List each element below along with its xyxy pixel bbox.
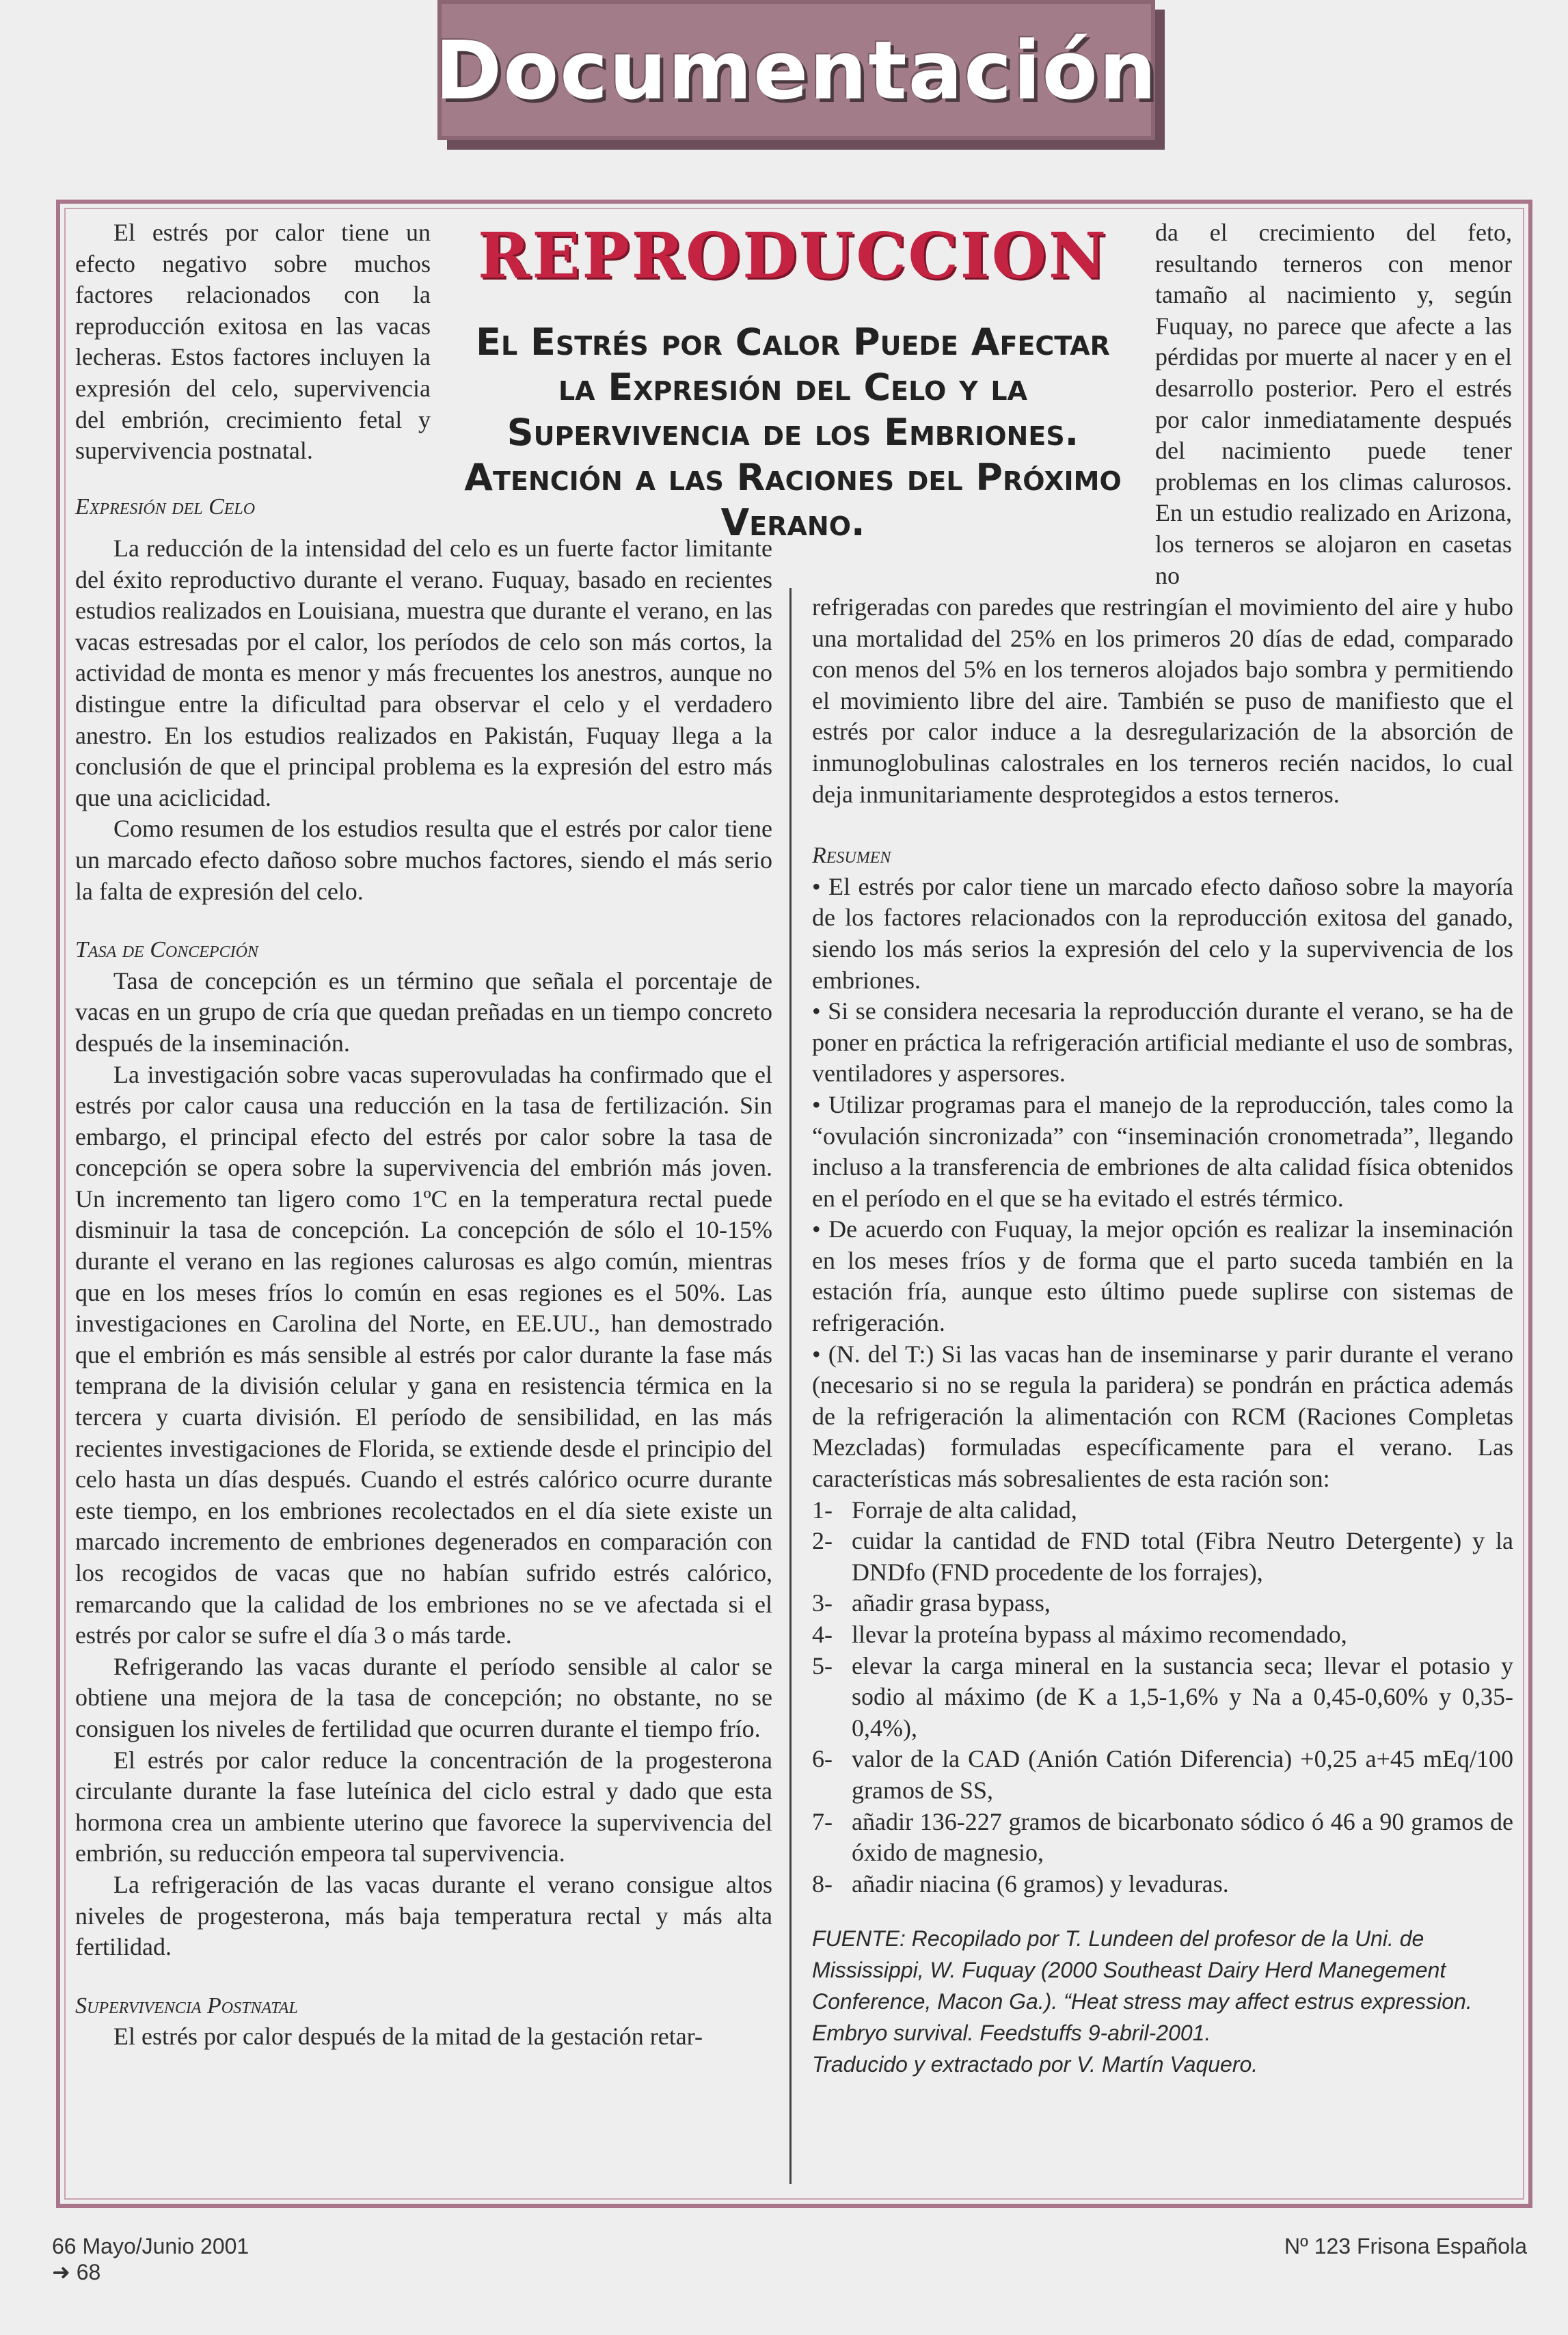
column-divider — [789, 588, 792, 2184]
list-item: 5- elevar la carga mineral en la sustancia seca; llevar el potasio y sodio al máximo (de K a 1,5-1,6% y Na a 0,45-0,60% y 0,35-0,4%), — [812, 1651, 1513, 1742]
tasa-paragraph-5: La refrigeración de las vacas durante el verano consigue altos niveles de progesterona, más baja temperatura rectal y más alta fertilidad. — [75, 1870, 772, 1961]
continued-page-link[interactable]: ➜ 68 — [52, 2260, 101, 2284]
intro-block — [75, 217, 431, 522]
article-headline: El Estrés por Calor Puede Afectar la Expresión del Celo y la Supervivencia de los Embriones. Atención a las Raciones del Próximo Verano. — [464, 321, 1122, 544]
resumen-bullets — [812, 872, 1513, 1495]
list-item: 3- añadir grasa bypass, — [812, 1589, 1051, 1617]
right-top-paragraph: da el crecimiento del feto, resultando terneros con menor tamaño al nacimiento y, según Fuquay, no parece que afecte a las pérdidas por muerte al nacer y en el desarrollo posterior. Pero el estrés por calor inmediatamente después del nacimiento puede tener problemas en los climas calurosos. En un estudio realizado en Arizona, los terneros se alojaron en casetas no — [1155, 219, 1512, 589]
list-item: 7- añadir 136-227 gramos de bicarbonato sódico ó 46 a 90 gramos de óxido de magnesio, — [812, 1807, 1513, 1867]
list-item: 6- valor de la CAD (Anión Catión Diferencia) +0,25 a+45 mEq/100 gramos de SS, — [812, 1745, 1513, 1804]
tasa-paragraph-4: El estrés por calor reduce la concentración de la progesterona circulante durante la fase luteínica del ciclo estral y dado que esta hormona crea un ambiente uterino que favorece la supervivencia del embrión, su reducción empeora tal supervivencia. — [75, 1746, 772, 1867]
tasa-paragraph-2: La investigación sobre vacas superovuladas ha confirmado que el estrés por calor causa una reducción en la tasa de fertilización. Sin embargo, el principal efecto del estrés por calor sobre la tasa de concepción se opera sobre la supervivencia del embrión más joven. Un incremento tan ligero como 1ºC en la temperatura rectal puede disminuir la tasa de concepción. La concepción de sólo el 10-15% durante el verano en las regiones calurosas es algo común, mientras que en los meses fríos lo común en esas regiones es el 50%. Las investigaciones en Carolina del Norte, en EE.UU., han demostrado que el embrión es más sensible al estrés por calor durante la fase más temprana de la división celular y gana en resistencia térmica en la tercera y cuarta división. El período de sensibilidad, en las más recientes investigaciones de Florida, se extiende desde el principio del celo hasta un días después. Cuando el estrés calórico ocurre durante este tiempo, en los embriones recolectados en el día siete existe un marcado incremento de embriones degenerados en comparación con los recogidos de vacas que no habían sufrido estrés calórico, remarcando que la calidad de los embriones no se ve afectada si el estrés por calor se sufre el día 3 o más tarde. — [75, 1060, 772, 1649]
list-item: 8- añadir niacina (6 gramos) y levaduras. — [812, 1870, 1229, 1898]
intro-paragraph: El estrés por calor tiene un efecto negativo sobre muchos factores relacionados con la reproducción exitosa en las vacas lecheras. Estos factores incluyen la expresión del celo, supervivencia del embrión, crecimiento fetal y supervivencia postnatal. — [75, 219, 431, 465]
page-issue-date: 66 Mayo/Junio 2001 — [52, 2234, 249, 2258]
expresion-paragraph-2: Como resumen de los estudios resulta que el estrés por calor tiene un marcado efecto dañoso sobre muchos factores, siendo el más serio la falta de expresión del celo. — [75, 815, 772, 905]
headline-block — [451, 219, 1135, 545]
list-item: 2- cuidar la cantidad de FND total (Fibra Neutro Detergente) y la DNDfo (FND procedente de los forrajes), — [812, 1527, 1513, 1586]
section-title: REPRODUCCION — [477, 219, 1109, 293]
right-top-block — [1155, 217, 1512, 591]
tasa-paragraph-1: Tasa de concepción es un término que señala el porcentaje de vacas en un grupo de cría que quedan preñadas en un tiempo concreto después de la inseminación. — [75, 967, 772, 1057]
tasa-paragraph-3: Refrigerando las vacas durante el período sensible al calor se obtiene una mejora de la tasa de concepción; no obstante, no se consiguen los niveles de fertilidad que ocurren durante el tiempo frío. — [75, 1652, 772, 1742]
list-item: 4- llevar la proteína bypass al máximo recomendado, — [812, 1621, 1347, 1648]
right-column — [812, 592, 1513, 2080]
bullet-item: • De acuerdo con Fuquay, la mejor opción es realizar la inseminación en los meses fríos y de forma que el parto suceda también en la estación fría, aunque esto último puede suplirse con sistemas de refrigeración. — [812, 1215, 1513, 1337]
heading-resumen: Resumen — [812, 843, 891, 869]
bullet-item: • Si se considera necesaria la reproducción durante el verano, se ha de poner en práctica la refrigeración artificial mediante el uso de sombras, ventiladores y aspersores. — [812, 997, 1513, 1088]
source-note — [812, 1923, 1513, 2080]
ration-list — [812, 1495, 1513, 1900]
supervivencia-paragraph: El estrés por calor después de la mitad de la gestación retar- — [113, 2023, 703, 2051]
left-column — [75, 533, 772, 2053]
bullet-item: • (N. del T:) Si las vacas han de inseminarse y parir durante el verano (necesario si no se regula la paridera) se pondrán en práctica además de la refrigeración la alimentación con RCM (Raciones Completas Mezcladas) formuladas específicamente para el verano. Las características más sobresalientes de esta ración son: — [812, 1340, 1513, 1493]
list-item: 1- Forraje de alta calidad, — [812, 1496, 1077, 1524]
source-citation: FUENTE: Recopilado por T. Lundeen del profesor de la Uni. de Mississippi, W. Fuquay (2000 Southeast Dairy Herd Manegement Conference, Macon Ga.). “Heat stress may affect estrus expression. Embryo survival. Feedstuffs 9-abril-2001. — [812, 1926, 1472, 2046]
heading-tasa-concepcion: Tasa de Concepción — [75, 937, 258, 963]
footer-right: Nº 123 Frisona Española — [1284, 2234, 1527, 2258]
heading-supervivencia-postnatal: Supervivencia Postnatal — [75, 1993, 298, 2019]
section-banner — [435, 0, 1158, 140]
expresion-paragraph-1: La reducción de la intensidad del celo es un fuerte factor limitante del éxito reproductivo durante el verano. Fuquay, basado en recientes estudios realizados en Louisiana, muestra que durante el verano, en las vacas estresadas por el calor, los períodos de celo son más cortos, la actividad de monta es menor y más frecuentes los anestros, aunque no distingue entre la dificultad para observar el celo y el verdadero anestro. En los estudios realizados en Pakistán, Fuquay llega a la conclusión de que el principal problema es la expresión del estro más que una aciclicidad. — [75, 535, 772, 811]
footer-left — [52, 2234, 249, 2285]
banner-title: Documentación — [435, 23, 1158, 118]
bullet-item: • El estrés por calor tiene un marcado efecto dañoso sobre la mayoría de los factores relacionados con la reproducción exitosa del ganado, siendo los más serios la expresión del celo y la supervivencia de los embriones. — [812, 872, 1513, 994]
right-continuation-paragraph: refrigeradas con paredes que restringían el movimiento del aire y hubo una mortalidad del 25% en los primeros 20 días de edad, comparado con menos del 5% en los terneros alojados bajo sombra y permitiendo el movimiento libre del aire. También se puso de manifiesto que el estrés por calor induce a la desregularización de la absorción de inmunoglobulinas calostrales en los terneros recién nacidos, lo cual deja inmunitariamente desprotegidos a estos terneros. — [812, 593, 1513, 808]
translator-credit: Traducido y extractado por V. Martín Vaquero. — [812, 2052, 1258, 2077]
heading-expresion-celo: Expresión del Celo — [75, 494, 256, 519]
bullet-item: • Utilizar programas para el manejo de la reproducción, tales como la “ovulación sincronizada” con “inseminación cronometrada”, llegando incluso a la transferencia de embriones de alta calidad física obtenidos en el período en el que se ha evitado el estrés térmico. — [812, 1090, 1513, 1212]
